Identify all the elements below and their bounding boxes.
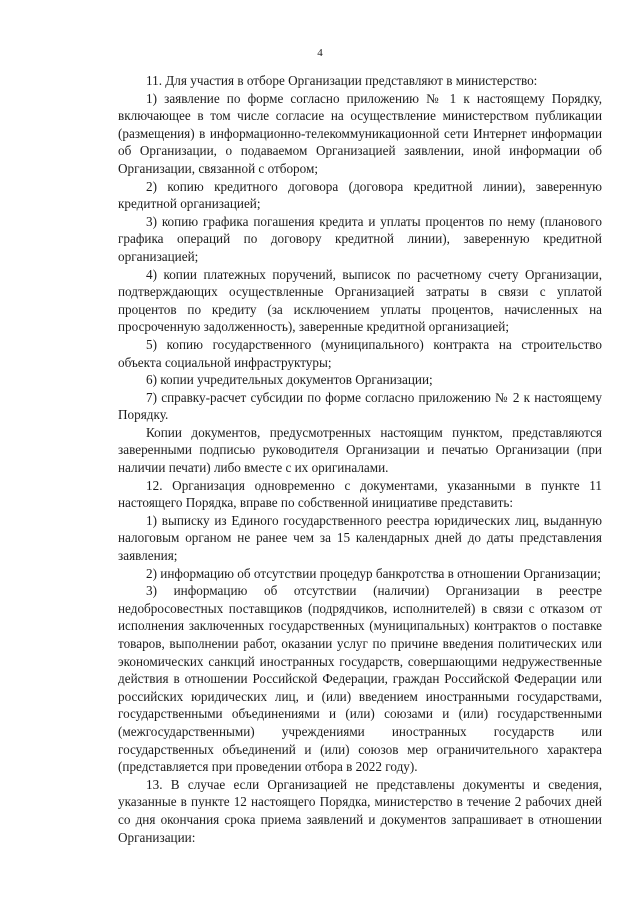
paragraph-11-intro: 11. Для участия в отборе Организации представляют в министерство: [146, 73, 538, 88]
paragraph-12-intro: 12. Организация одновременно с документами, указанными в пункте 11 настоящего Порядка, вправе по собственной инициативе представить: [118, 477, 602, 511]
paragraph-11-item-7: 7) справку-расчет субсидии по форме согласно приложению № 2 к настоящему Порядку. [118, 389, 602, 423]
paragraph-11-item-4: 4) копии платежных поручений, выписок по расчетному счету Организации, подтверждающих осуществленные Организацией затраты в связи с уплатой процентов по кредиту (за исключением уплаты процентов, начисленных на просроченную задолженность), заверенные кредитной организацией; [118, 266, 602, 335]
page-number: 4 [317, 47, 323, 59]
paragraph-12-item-3: 3) информацию об отсутствии (наличии) Организации в реестре недобросовестных поставщиков (подрядчиков, исполнителей) в связи с отказом от исполнения заключенных государственных (муниципальных) контрактов о поставке товаров, выполнении работ, оказании услуг по причине введения политических или экономических санкций иностранных государств, совершающими недружественные действия в отношении Российской Федерации, граждан Российской Федерации или российских юридических лиц, и (или) введением иностранными государствами, государственными объединениями и (или) союзами и (или) государственными (межгосударственными) учреждениями иностранных государств или государственных объединений и (или) союзов мер ограничительного характера (представляется при проведении отбора в 2022 году). [118, 583, 602, 775]
paragraph-11-item-1: 1) заявление по форме согласно приложению № 1 к настоящему Порядку, включающее в том числе согласие на осуществление министерством публикации (размещения) в информационно-телекоммуникационной сети Интернет информации об Организации, о подаваемом Организацией заявлении, иной информации об Организации, связанной с отбором; [118, 90, 602, 176]
document-body [118, 72, 602, 846]
paragraph-12-item-2: 2) информацию об отсутствии процедур банкротства в отношении Организации; [146, 565, 601, 581]
paragraph-11-item-3: 3) копию графика погашения кредита и уплаты процентов по нему (планового графика операций по договору кредитной линии), заверенную кредитной организацией; [118, 213, 602, 264]
paragraph-11-copies-note: Копии документов, предусмотренных настоящим пунктом, представляются заверенными подписью руководителя Организации и печатью Организации (при наличии печати) либо вместе с их оригиналами. [118, 424, 602, 476]
paragraph-11-item-5: 5) копию государственного (муниципального) контракта на строительство объекта социальной инфраструктуры; [118, 336, 602, 370]
paragraph-12-item-1: 1) выписку из Единого государственного реестра юридических лиц, выданную налоговым органом не ранее чем за 15 календарных дней до даты представления заявления; [118, 512, 602, 564]
paragraph-11-item-2: 2) копию кредитного договора (договора кредитной линии), заверенную кредитной организацией; [118, 178, 602, 212]
paragraph-11-item-6: 6) копии учредительных документов Организации; [146, 372, 433, 388]
paragraph-13: 13. В случае если Организацией не представлены документы и сведения, указанные в пункте 12 настоящего Порядка, министерство в течение 2 рабочих дней со дня окончания срока приема заявлений и документов запрашивает в отношении Организации: [118, 776, 602, 845]
